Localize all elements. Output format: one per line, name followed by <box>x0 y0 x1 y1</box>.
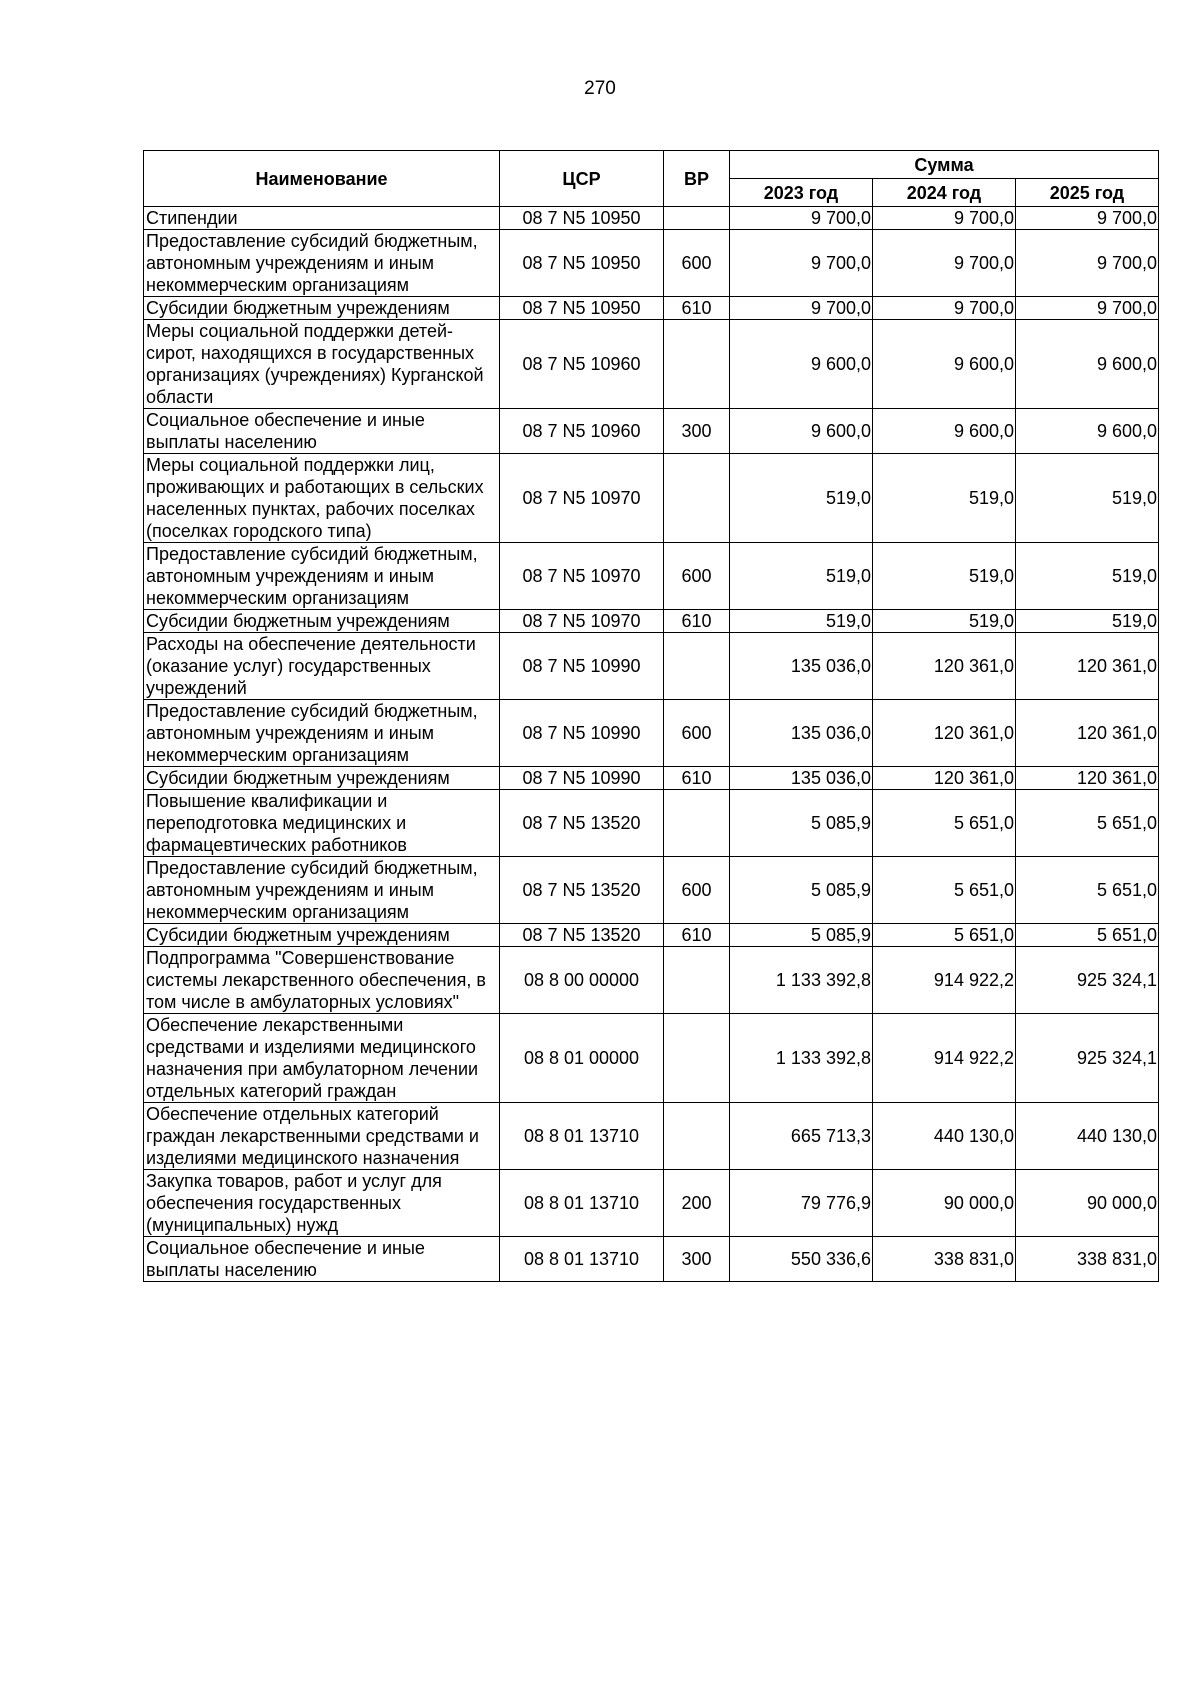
row-csr: 08 7 N5 10970 <box>500 454 664 543</box>
table-row <box>144 790 1159 857</box>
row-vr <box>664 207 730 230</box>
table-row <box>144 700 1159 767</box>
table-row <box>144 924 1159 947</box>
row-vr <box>664 790 730 857</box>
row-sum-2025: 5 651,0 <box>1016 924 1159 947</box>
row-sum-2023: 519,0 <box>730 543 873 610</box>
row-vr <box>664 633 730 700</box>
row-csr: 08 7 N5 10960 <box>500 409 664 454</box>
row-sum-2024: 9 600,0 <box>873 409 1016 454</box>
row-sum-2024: 519,0 <box>873 454 1016 543</box>
row-vr: 600 <box>664 700 730 767</box>
row-name: Социальное обеспечение и иные выплаты населению <box>144 1237 500 1282</box>
table-row <box>144 857 1159 924</box>
row-csr: 08 7 N5 10990 <box>500 700 664 767</box>
table-row <box>144 610 1159 633</box>
row-sum-2025: 120 361,0 <box>1016 633 1159 700</box>
row-sum-2025: 440 130,0 <box>1016 1103 1159 1170</box>
row-vr: 600 <box>664 230 730 297</box>
row-name: Расходы на обеспечение деятельности (оказание услуг) государственных учреждений <box>144 633 500 700</box>
row-sum-2023: 519,0 <box>730 454 873 543</box>
header-2023: 2023 год <box>730 179 873 207</box>
row-sum-2023: 135 036,0 <box>730 767 873 790</box>
row-name: Субсидии бюджетным учреждениям <box>144 610 500 633</box>
row-name: Субсидии бюджетным учреждениям <box>144 297 500 320</box>
row-sum-2025: 5 651,0 <box>1016 790 1159 857</box>
row-csr: 08 7 N5 10970 <box>500 610 664 633</box>
row-sum-2023: 550 336,6 <box>730 1237 873 1282</box>
row-sum-2024: 9 600,0 <box>873 320 1016 409</box>
row-sum-2023: 9 600,0 <box>730 409 873 454</box>
row-sum-2025: 925 324,1 <box>1016 1014 1159 1103</box>
row-name: Подпрограмма "Совершенствование системы лекарственного обеспечения, в том числе в амбулаторных условиях" <box>144 947 500 1014</box>
row-name: Социальное обеспечение и иные выплаты населению <box>144 409 500 454</box>
row-sum-2024: 120 361,0 <box>873 700 1016 767</box>
row-sum-2024: 5 651,0 <box>873 857 1016 924</box>
row-csr: 08 7 N5 10950 <box>500 297 664 320</box>
table-row <box>144 1103 1159 1170</box>
row-vr: 600 <box>664 543 730 610</box>
row-csr: 08 7 N5 13520 <box>500 924 664 947</box>
row-sum-2025: 925 324,1 <box>1016 947 1159 1014</box>
row-sum-2023: 9 700,0 <box>730 230 873 297</box>
row-sum-2023: 5 085,9 <box>730 924 873 947</box>
row-csr: 08 8 00 00000 <box>500 947 664 1014</box>
row-csr: 08 8 01 00000 <box>500 1014 664 1103</box>
row-sum-2024: 914 922,2 <box>873 947 1016 1014</box>
row-sum-2023: 1 133 392,8 <box>730 947 873 1014</box>
row-vr: 300 <box>664 409 730 454</box>
header-csr: ЦСР <box>500 151 664 207</box>
row-name: Субсидии бюджетным учреждениям <box>144 924 500 947</box>
table-row <box>144 454 1159 543</box>
row-vr <box>664 320 730 409</box>
row-vr <box>664 947 730 1014</box>
row-name: Стипендии <box>144 207 500 230</box>
table-body <box>144 207 1159 1282</box>
table-row <box>144 1014 1159 1103</box>
row-vr: 200 <box>664 1170 730 1237</box>
row-sum-2024: 5 651,0 <box>873 924 1016 947</box>
row-csr: 08 7 N5 10960 <box>500 320 664 409</box>
row-sum-2025: 9 600,0 <box>1016 409 1159 454</box>
table-row <box>144 1237 1159 1282</box>
row-sum-2023: 135 036,0 <box>730 633 873 700</box>
table-row <box>144 543 1159 610</box>
row-csr: 08 8 01 13710 <box>500 1170 664 1237</box>
row-name: Предоставление субсидий бюджетным, автономным учреждениям и иным некоммерческим организациям <box>144 543 500 610</box>
row-sum-2024: 120 361,0 <box>873 633 1016 700</box>
row-sum-2023: 9 700,0 <box>730 297 873 320</box>
row-sum-2024: 519,0 <box>873 610 1016 633</box>
row-vr: 610 <box>664 610 730 633</box>
row-sum-2023: 9 600,0 <box>730 320 873 409</box>
row-csr: 08 8 01 13710 <box>500 1103 664 1170</box>
row-vr: 610 <box>664 297 730 320</box>
row-sum-2023: 79 776,9 <box>730 1170 873 1237</box>
row-vr: 610 <box>664 767 730 790</box>
row-csr: 08 7 N5 13520 <box>500 857 664 924</box>
row-sum-2024: 9 700,0 <box>873 297 1016 320</box>
table-row <box>144 297 1159 320</box>
row-sum-2024: 440 130,0 <box>873 1103 1016 1170</box>
header-sum: Сумма <box>730 151 1159 179</box>
row-name: Закупка товаров, работ и услуг для обеспечения государственных (муниципальных) нужд <box>144 1170 500 1237</box>
row-sum-2023: 9 700,0 <box>730 207 873 230</box>
row-csr: 08 7 N5 10990 <box>500 633 664 700</box>
table-row <box>144 230 1159 297</box>
row-vr <box>664 454 730 543</box>
row-sum-2024: 90 000,0 <box>873 1170 1016 1237</box>
budget-table <box>143 150 1159 1282</box>
row-name: Предоставление субсидий бюджетным, автономным учреждениям и иным некоммерческим организациям <box>144 700 500 767</box>
row-sum-2024: 338 831,0 <box>873 1237 1016 1282</box>
row-name: Предоставление субсидий бюджетным, автономным учреждениям и иным некоммерческим организациям <box>144 857 500 924</box>
row-sum-2025: 519,0 <box>1016 610 1159 633</box>
row-sum-2025: 519,0 <box>1016 543 1159 610</box>
row-name: Субсидии бюджетным учреждениям <box>144 767 500 790</box>
row-csr: 08 7 N5 10990 <box>500 767 664 790</box>
table-row <box>144 320 1159 409</box>
row-name: Обеспечение лекарственными средствами и изделиями медицинского назначения при амбулаторном лечении отдельных категорий граждан <box>144 1014 500 1103</box>
row-name: Меры социальной поддержки лиц, проживающих и работающих в сельских населенных пунктах, рабочих поселках (поселках городского типа) <box>144 454 500 543</box>
row-sum-2023: 1 133 392,8 <box>730 1014 873 1103</box>
row-vr: 600 <box>664 857 730 924</box>
row-vr: 300 <box>664 1237 730 1282</box>
row-sum-2024: 519,0 <box>873 543 1016 610</box>
row-sum-2023: 135 036,0 <box>730 700 873 767</box>
row-sum-2025: 9 700,0 <box>1016 207 1159 230</box>
row-csr: 08 7 N5 10950 <box>500 207 664 230</box>
row-sum-2023: 519,0 <box>730 610 873 633</box>
row-sum-2024: 9 700,0 <box>873 230 1016 297</box>
table-row <box>144 409 1159 454</box>
row-name: Обеспечение отдельных категорий граждан лекарственными средствами и изделиями медицинского назначения <box>144 1103 500 1170</box>
row-name: Меры социальной поддержки детей-сирот, находящихся в государственных организациях (учреждениях) Курганской области <box>144 320 500 409</box>
row-sum-2025: 90 000,0 <box>1016 1170 1159 1237</box>
row-sum-2024: 120 361,0 <box>873 767 1016 790</box>
header-name: Наименование <box>144 151 500 207</box>
row-sum-2024: 914 922,2 <box>873 1014 1016 1103</box>
row-sum-2024: 5 651,0 <box>873 790 1016 857</box>
row-sum-2025: 519,0 <box>1016 454 1159 543</box>
row-name: Повышение квалификации и переподготовка медицинских и фармацевтических работников <box>144 790 500 857</box>
row-vr: 610 <box>664 924 730 947</box>
table-row <box>144 633 1159 700</box>
table-row <box>144 207 1159 230</box>
table-row <box>144 1170 1159 1237</box>
row-name: Предоставление субсидий бюджетным, автономным учреждениям и иным некоммерческим организациям <box>144 230 500 297</box>
table-header <box>144 151 1159 207</box>
row-sum-2025: 9 600,0 <box>1016 320 1159 409</box>
header-vr: ВР <box>664 151 730 207</box>
row-sum-2025: 338 831,0 <box>1016 1237 1159 1282</box>
row-sum-2023: 5 085,9 <box>730 857 873 924</box>
row-csr: 08 7 N5 10970 <box>500 543 664 610</box>
row-sum-2025: 120 361,0 <box>1016 767 1159 790</box>
row-sum-2023: 5 085,9 <box>730 790 873 857</box>
row-vr <box>664 1103 730 1170</box>
row-sum-2025: 5 651,0 <box>1016 857 1159 924</box>
table-row <box>144 767 1159 790</box>
table-row <box>144 947 1159 1014</box>
row-sum-2024: 9 700,0 <box>873 207 1016 230</box>
header-2024: 2024 год <box>873 179 1016 207</box>
row-csr: 08 7 N5 13520 <box>500 790 664 857</box>
row-csr: 08 7 N5 10950 <box>500 230 664 297</box>
row-sum-2023: 665 713,3 <box>730 1103 873 1170</box>
row-sum-2025: 9 700,0 <box>1016 297 1159 320</box>
header-2025: 2025 год <box>1016 179 1159 207</box>
row-sum-2025: 9 700,0 <box>1016 230 1159 297</box>
row-vr <box>664 1014 730 1103</box>
row-csr: 08 8 01 13710 <box>500 1237 664 1282</box>
row-sum-2025: 120 361,0 <box>1016 700 1159 767</box>
page-number: 270 <box>584 78 616 99</box>
